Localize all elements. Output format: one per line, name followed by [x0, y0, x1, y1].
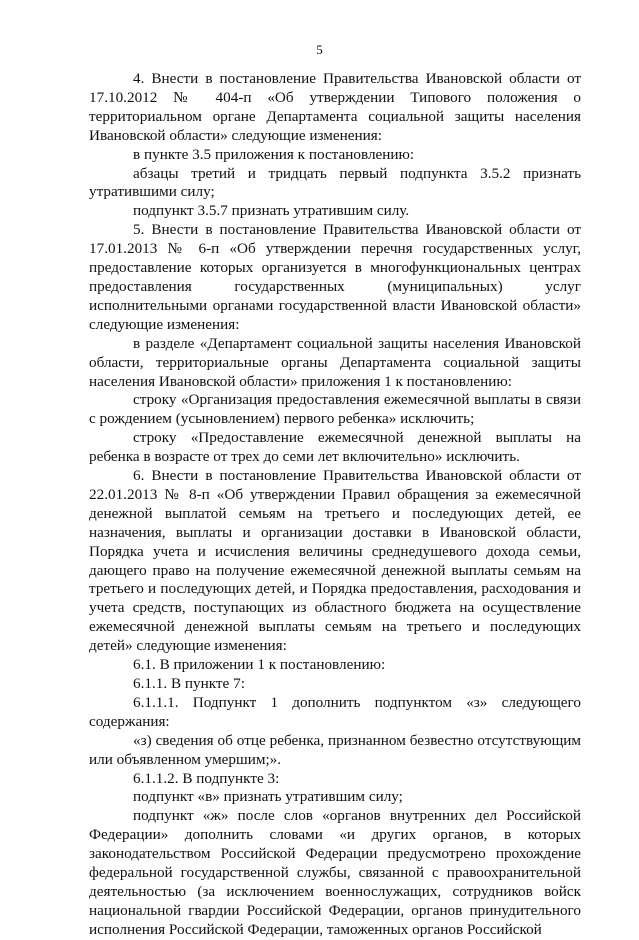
paragraph-section-department: в разделе «Департамент социальной защиты населения Ивановской области, территориальные органы Департамента социальной защиты населения Ивановской области» приложения 1 к постановлению: — [89, 334, 581, 390]
paragraph-abzats-3-5-2: абзацы третий и тридцать первый подпункта 3.5.2 признать утратившими силу; — [89, 164, 581, 201]
paragraph-subpoint-zh: подпункт «ж» после слов «органов внутренних дел Российской Федерации» дополнить словами «и других органов, в которых законодательством Российской Федерации предусмотрено прохождение федеральной государственной службы, связанной с правоохранительной деятельностью (за исключением военнослужащих, сотрудников войск национальной гвардии Российской Федерации, органов принудительного исполнения Российской Федерации, таможенных органов Российской — [89, 807, 581, 938]
paragraph-subpoint-z: «з) сведения об отце ребенка, признанном безвестно отсутствующим или объявленном умершим;». — [89, 731, 581, 768]
paragraph-subpoint-3-5-7: подпункт 3.5.7 признать утратившим силу. — [133, 202, 410, 220]
paragraph-6-1-1-2: 6.1.1.2. В подпункте 3: — [133, 769, 280, 787]
paragraph-6-1-1: 6.1.1. В пункте 7: — [133, 675, 245, 692]
paragraph-point-3-5: в пункте 3.5 приложения к постановлению: — [133, 145, 415, 163]
paragraph-item-5: 5. Внести в постановление Правительства Ивановской области от 17.01.2013 № 6-п «Об утверждении перечня государственных услуг, предоставление которых организуется в многофункциональных центрах предоставления государственных (муниципальных) услуг исполнительными органами государственной власти Ивановской области» следующие изменения: — [89, 221, 581, 333]
document-body — [89, 70, 581, 940]
paragraph-item-4: 4. Внести в постановление Правительства Ивановской области от 17.10.2012 № 404-п «Об утверждении Типового положения о территориальном органе Департамента социальной защиты населения Ивановской области» следующие изменения: — [89, 70, 581, 144]
paragraph-subpoint-v: подпункт «в» признать утратившим силу; — [133, 788, 403, 806]
page-number: 5 — [316, 42, 323, 57]
paragraph-6-1-1-1: 6.1.1.1. Подпункт 1 дополнить подпунктом «з» следующего содержания: — [89, 693, 581, 730]
paragraph-6-1: 6.1. В приложении 1 к постановлению: — [133, 656, 386, 674]
paragraph-item-6: 6. Внести в постановление Правительства Ивановской области от 22.01.2013 № 8-п «Об утверждении Правил обращения за ежемесячной денежной выплатой семьям на третьего и последующих детей, ее назначения, выплаты и организации доставки в Ивановской области, Порядка учета и исчисления величины среднедушевого дохода семьи, дающего право на получение ежемесячной денежной выплаты семьям на третьего и последующих детей, и Порядка предоставления, расходования и учета средств, поступающих из областного бюджета на осуществление ежемесячной денежной выплаты семьям на третьего и последующих детей» следующие изменения: — [89, 467, 581, 655]
paragraph-row-three-to-seven: строку «Предоставление ежемесячной денежной выплаты на ребенка в возрасте от трех до семи лет включительно» исключить. — [89, 429, 581, 466]
paragraph-row-first-child: строку «Организация предоставления ежемесячной выплаты в связи с рождением (усыновлением) первого ребенка» исключить; — [89, 391, 581, 428]
